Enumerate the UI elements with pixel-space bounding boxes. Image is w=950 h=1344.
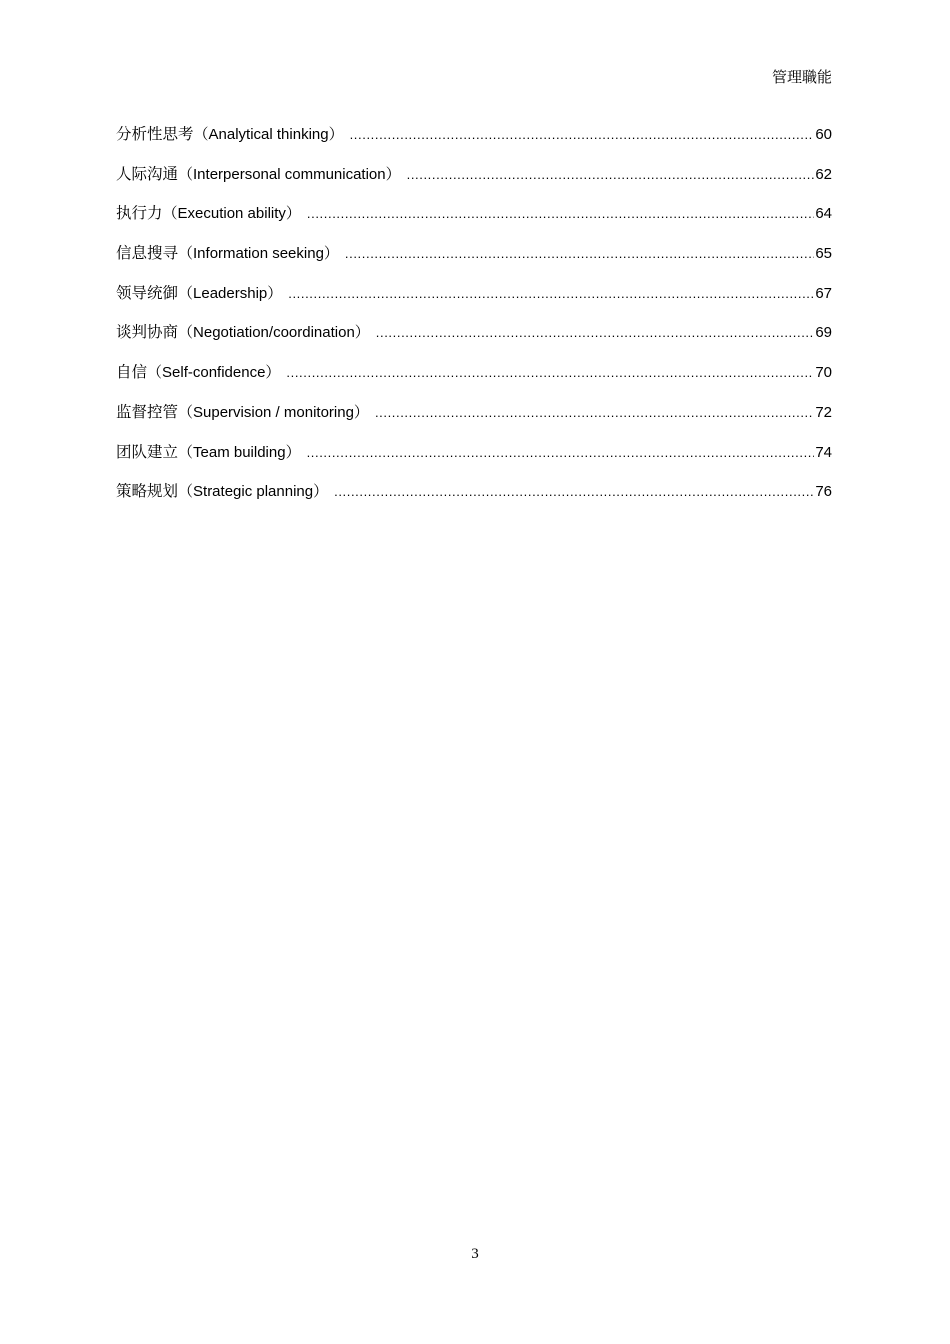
toc-entry-title-cn: 谈判协商 bbox=[116, 323, 179, 342]
toc-entry-interpersonal-communication[interactable] bbox=[116, 162, 832, 202]
toc-entry-title-cn: 策略规划 bbox=[116, 482, 179, 501]
toc-entry-negotiation-coordination[interactable] bbox=[116, 320, 832, 360]
toc-entry-title-en: （Negotiation/coordination） bbox=[178, 324, 370, 342]
toc-entry-leadership[interactable] bbox=[116, 281, 832, 321]
toc-dot-leader bbox=[286, 365, 814, 380]
toc-entry-title-en: （Team building） bbox=[178, 443, 301, 461]
toc-dot-leader bbox=[375, 405, 814, 420]
toc-entry-analytical-thinking[interactable] bbox=[116, 122, 832, 162]
toc-entry-page: 76 bbox=[815, 483, 832, 501]
toc-entry-title-cn: 团队建立 bbox=[116, 442, 179, 461]
toc-entry-page: 65 bbox=[815, 245, 832, 263]
toc-entry-title-cn: 自信 bbox=[116, 363, 148, 382]
toc-entry-strategic-planning[interactable] bbox=[116, 479, 832, 519]
toc-entry-title-en: （Interpersonal communication） bbox=[178, 165, 401, 183]
toc-entry-execution-ability[interactable] bbox=[116, 201, 832, 241]
toc-entry-supervision-monitoring[interactable] bbox=[116, 400, 832, 440]
toc-entry-title-cn: 执行力 bbox=[116, 204, 163, 223]
toc-entry-title-en: （Leadership） bbox=[178, 284, 283, 302]
toc-entry-title-cn: 监督控管 bbox=[116, 402, 179, 421]
toc-entry-title-cn: 领导统御 bbox=[116, 283, 179, 302]
toc-entry-self-confidence[interactable] bbox=[116, 360, 832, 400]
toc-entry-title-en: （Information seeking） bbox=[178, 245, 339, 263]
page-number: 3 bbox=[471, 1246, 479, 1262]
toc-dot-leader bbox=[307, 206, 814, 221]
toc-entry-page: 70 bbox=[815, 364, 832, 382]
toc-entry-title-cn: 人际沟通 bbox=[116, 164, 179, 183]
toc-entry-title-cn: 信息搜寻 bbox=[116, 244, 179, 263]
toc-entry-page: 62 bbox=[815, 165, 832, 183]
toc-entry-title-cn: 分析性思考 bbox=[116, 125, 194, 143]
toc-dot-leader bbox=[376, 325, 815, 340]
toc-dot-leader bbox=[288, 286, 814, 301]
toc-entry-title-en: （Execution ability） bbox=[162, 205, 301, 223]
toc-entry-title-en: （Self-confidence） bbox=[147, 364, 281, 382]
toc-dot-leader bbox=[334, 484, 814, 499]
toc-dot-leader bbox=[350, 127, 815, 142]
toc-entry-page: 64 bbox=[815, 205, 832, 223]
table-of-contents bbox=[116, 122, 832, 519]
toc-entry-title-en: （Supervision / monitoring） bbox=[178, 403, 369, 421]
toc-dot-leader bbox=[307, 445, 815, 460]
page-header-title: 管理職能 bbox=[771, 69, 832, 86]
toc-entry-team-building[interactable] bbox=[116, 440, 832, 480]
toc-entry-page: 69 bbox=[815, 324, 832, 342]
toc-entry-page: 72 bbox=[815, 403, 832, 421]
toc-entry-information-seeking[interactable] bbox=[116, 241, 832, 281]
toc-entry-page: 60 bbox=[815, 126, 832, 143]
toc-entry-page: 74 bbox=[815, 443, 832, 461]
toc-entry-title-en: （Analytical thinking） bbox=[193, 126, 344, 143]
toc-entry-title-en: （Strategic planning） bbox=[178, 483, 329, 501]
toc-dot-leader bbox=[407, 167, 815, 182]
toc-entry-page: 67 bbox=[815, 284, 832, 302]
toc-dot-leader bbox=[345, 246, 814, 261]
